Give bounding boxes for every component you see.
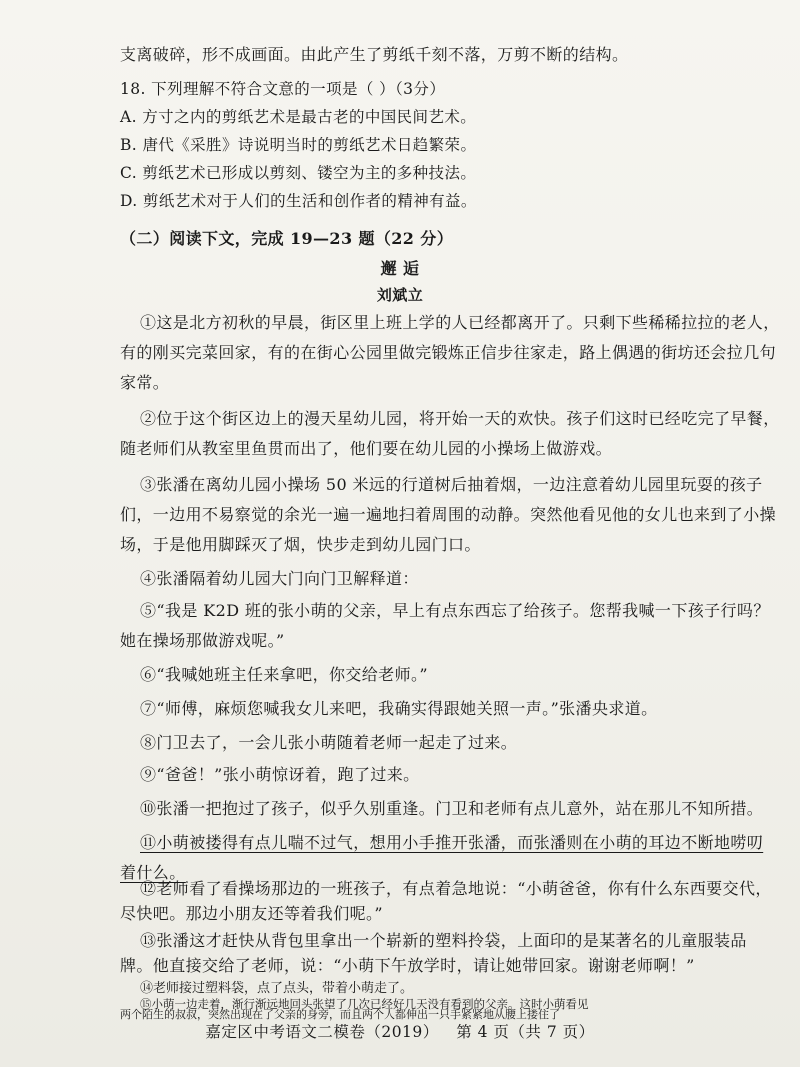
section-heading: （二）阅读下文，完成 19—23 题（22 分） (120, 229, 454, 248)
paragraph-line: ⑮小萌一边走着，渐行渐远地回头张望了几次已经好几天没有看到的父亲。这时小萌看见 (140, 997, 589, 1011)
underlined-sentence-line: 着什么。 (120, 863, 186, 882)
bleed-through-shadow (560, 60, 760, 140)
paragraph-line: ⑫老师看了看操场那边的一班孩子，有点着急地说：“小萌爸爸，你有什么东西要交代， (140, 879, 772, 898)
page-number: 第 4 页（共 7 页） (456, 1023, 595, 1041)
paragraph-line: ④张潘隔着幼儿园大门向门卫解释道： (140, 569, 419, 588)
paragraph-line: 家常。 (120, 373, 170, 392)
paragraph-line: ⑨“爸爸！”张小萌惊讶着，跑了过来。 (140, 765, 420, 784)
option-b: B. 唐代《采胜》诗说明当时的剪纸艺术日趋繁荣。 (120, 136, 477, 154)
option-a: A. 方寸之内的剪纸艺术是最古老的中国民间艺术。 (120, 108, 477, 126)
paragraph-line: 随老师们从教室里鱼贯而出了，他们要在幼儿园的小操场上做游戏。 (120, 439, 613, 458)
underlined-sentence-line: ⑪小萌被搂得有点儿喘不过气，想用小手推开张潘，而张潘则在小萌的耳边不断地唠叨 (140, 833, 764, 852)
paragraph-line: ③张潘在离幼儿园小操场 50 米远的行道树后抽着烟，一边注意着幼儿园里玩耍的孩子 (140, 475, 763, 494)
paragraph-line: ⑬张潘这才赶快从背包里拿出一个崭新的塑料拎袋，上面印的是某著名的儿童服装品 (140, 931, 747, 950)
paragraph-line: ⑩张潘一把抱过了孩子，似乎久别重逢。门卫和老师有点儿意外，站在那儿不知所措。 (140, 799, 764, 818)
paragraph-line: ⑥“我喊她班主任来拿吧，你交给老师。” (140, 665, 428, 684)
question-18-stem: 18. 下列理解不符合文意的一项是（ ）（3分） (120, 80, 446, 98)
paragraph-line: ②位于这个街区边上的漫天星幼儿园，将开始一天的欢快。孩子们这时已经吃完了早餐， (140, 409, 780, 428)
paragraph-line: 她在操场那做游戏呢。” (120, 631, 285, 650)
paragraph-line: 们，一边用不易察觉的余光一遍一遍地扫着周围的动静。突然他看见他的女儿也来到了小操 (120, 505, 777, 524)
option-c: C. 剪纸艺术已形成以剪刻、镂空为主的多种技法。 (120, 164, 477, 182)
intro-line: 支离破碎，形不成画面。由此产生了剪纸千刻不落，万剪不断的结构。 (120, 45, 629, 64)
paragraph-line: ①这是北方初秋的早晨，街区里上班上学的人已经都离开了。只剩下些稀稀拉拉的老人， (140, 313, 780, 332)
paragraph-line: ⑭老师接过塑料袋，点了点头，带着小萌走了。 (140, 981, 414, 996)
page-footer (0, 1020, 800, 1042)
paragraph-line: ⑦“师傅，麻烦您喊我女儿来吧，我确实得跟她关照一声。”张潘央求道。 (140, 699, 658, 718)
paragraph-line: 牌。他直接交给了老师，说：“小萌下午放学时，请让她带回家。谢谢老师啊！” (120, 956, 695, 975)
article-title: 邂 逅 (380, 259, 420, 278)
option-d: D. 剪纸艺术对于人们的生活和创作者的精神有益。 (120, 192, 477, 210)
article-author: 刘斌立 (376, 286, 424, 304)
paragraph-line: 有的刚买完菜回家，有的在街心公园里做完锻炼正信步往家走，路上偶遇的街坊还会拉几句 (120, 343, 777, 362)
paragraph-line: 两个陌生的叔叔，突然出现在了父亲的身旁，而且两个人都伸出一只手紧紧地从腰上搂住了 (120, 1008, 560, 1021)
exam-name: 嘉定区中考语文二模卷（2019） (205, 1023, 439, 1041)
paragraph-line: 场，于是他用脚踩灭了烟，快步走到幼儿园门口。 (120, 535, 481, 554)
paragraph-line: 尽快吧。那边小朋友还等着我们呢。” (120, 904, 383, 923)
paragraph-line: ⑤“我是 K2D 班的张小萌的父亲，早上有点东西忘了给孩子。您帮我喊一下孩子行吗？ (140, 601, 770, 620)
paragraph-line: ⑧门卫去了，一会儿张小萌随着老师一起走了过来。 (140, 733, 518, 752)
